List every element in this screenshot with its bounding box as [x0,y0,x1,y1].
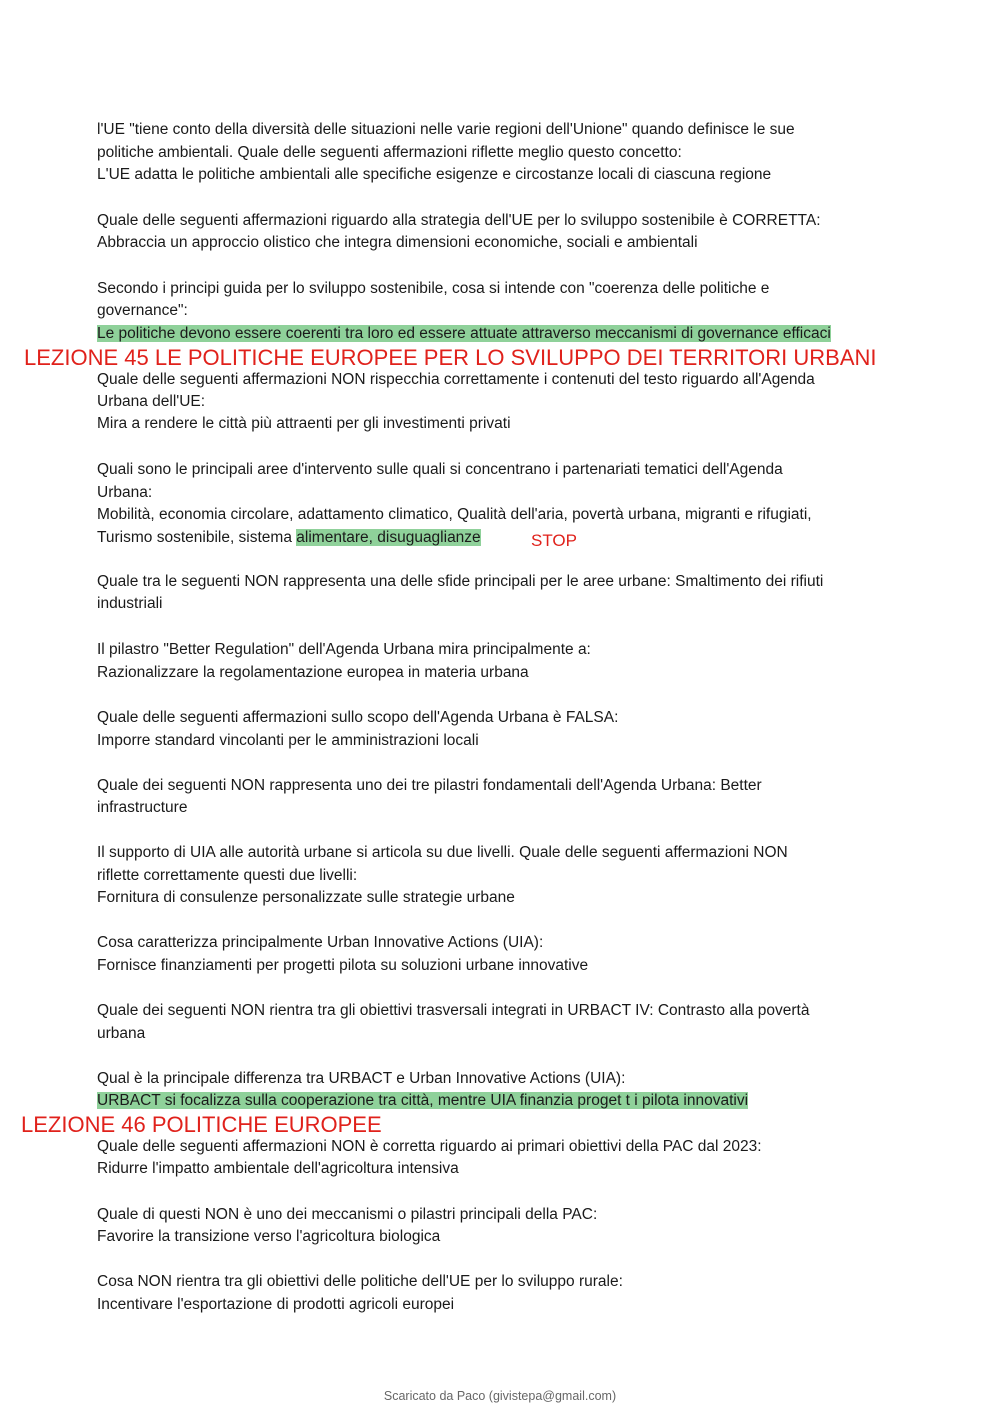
question-line: Urbana: [97,484,153,501]
question-line: Il pilastro "Better Regulation" dell'Agenda Urbana mira principalmente a: [97,641,591,658]
question-line: Quale delle seguenti affermazioni NON è corretta riguardo ai primari obiettivi della PAC dal 2023: [97,1138,762,1155]
download-footer: Scaricato da Paco (givistepa@gmail.com) [383,1389,617,1403]
answer-line [97,527,481,549]
answer-line: Razionalizzare la regolamentazione europea in materia urbana [97,664,529,681]
question-line: Quali sono le principali aree d'intervento sulle quali si concentrano i partenariati tematici dell'Agenda [97,461,783,478]
question-line: Quale dei seguenti NON rientra tra gli obiettivi trasversali integrati in URBACT IV: Contrasto alla povertà [97,1002,810,1019]
question-line: Quale delle seguenti affermazioni sullo scopo dell'Agenda Urbana è FALSA: [97,709,619,726]
question-line: Quale delle seguenti affermazioni NON rispecchia correttamente i contenuti del testo riguardo all'Agenda [97,371,815,388]
question-line: Secondo i principi guida per lo sviluppo sostenibile, cosa si intende con "coerenza delle politiche e [97,280,770,297]
question-line: Quale tra le seguenti NON rappresenta una delle sfide principali per le aree urbane: Smaltimento dei rifiuti [97,573,824,590]
question-line: Il supporto di UIA alle autorità urbane si articola su due livelli. Quale delle seguenti affermazioni NON [97,844,788,861]
question-line: Cosa caratterizza principalmente Urban Innovative Actions (UIA): [97,934,544,951]
answer-line: Fornitura di consulenze personalizzate sulle strategie urbane [97,889,515,906]
question-line: Quale dei seguenti NON rappresenta uno dei tre pilastri fondamentali dell'Agenda Urbana: Better [97,777,762,794]
highlighted-answer: Le politiche devono essere coerenti tra loro ed essere attuate attraverso meccanismi di governance efficaci [97,325,831,342]
answer-line: L'UE adatta le politiche ambientali alle specifiche esigenze e circostanze locali di ciascuna regione [97,166,772,183]
answer-line [97,1090,748,1112]
lesson-45-heading: LEZIONE 45 LE POLITICHE EUROPEE PER LO SVILUPPO DEI TERRITORI URBANI [24,345,877,370]
answer-line: Fornisce finanziamenti per progetti pilota su soluzioni urbane innovative [97,957,589,974]
question-line: Quale di questi NON è uno dei meccanismi o pilastri principali della PAC: [97,1206,598,1223]
question-line: Quale delle seguenti affermazioni riguardo alla strategia dell'UE per lo sviluppo sostenibile è CORRETTA: [97,212,821,229]
question-line: urbana [97,1025,146,1042]
question-line: Cosa NON rientra tra gli obiettivi delle politiche dell'UE per lo sviluppo rurale: [97,1273,623,1290]
question-line: riflette correttamente questi due livelli: [97,867,358,884]
question-line: industriali [97,595,163,612]
answer-line: Ridurre l'impatto ambientale dell'agricoltura intensiva [97,1160,459,1177]
answer-line: Imporre standard vincolanti per le amministrazioni locali [97,732,479,749]
highlighted-answer: URBACT si focalizza sulla cooperazione tra città, mentre UIA finanzia proget t i pilota innovativi [97,1092,749,1109]
answer-line: Abbraccia un approccio olistico che integra dimensioni economiche, sociali e ambientali [97,234,698,251]
stop-marker: STOP [531,531,577,550]
text-line: l'UE "tiene conto della diversità delle situazioni nelle varie regioni dell'Unione" quando definisce le sue [97,121,795,138]
question-line: infrastructure [97,799,188,816]
highlighted-answer: alimentare, disuguaglianze [296,529,481,546]
answer-text: Turismo sostenibile, sistema [97,529,297,546]
lesson-46-heading: LEZIONE 46 POLITICHE EUROPEE [21,1112,382,1137]
question-line: governance": [97,302,188,319]
answer-line [97,323,831,345]
answer-line: Mira a rendere le città più attraenti per gli investimenti privati [97,415,511,432]
text-line: politiche ambientali. Quale delle seguenti affermazioni riflette meglio questo concetto: [97,144,682,161]
question-line: Qual è la principale differenza tra URBACT e Urban Innovative Actions (UIA): [97,1070,626,1087]
question-line: Urbana dell'UE: [97,393,206,410]
answer-line: Incentivare l'esportazione di prodotti agricoli europei [97,1296,455,1313]
answer-line: Favorire la transizione verso l'agricoltura biologica [97,1228,441,1245]
answer-line: Mobilità, economia circolare, adattamento climatico, Qualità dell'aria, povertà urbana, migranti e rifugiati, [97,506,812,523]
